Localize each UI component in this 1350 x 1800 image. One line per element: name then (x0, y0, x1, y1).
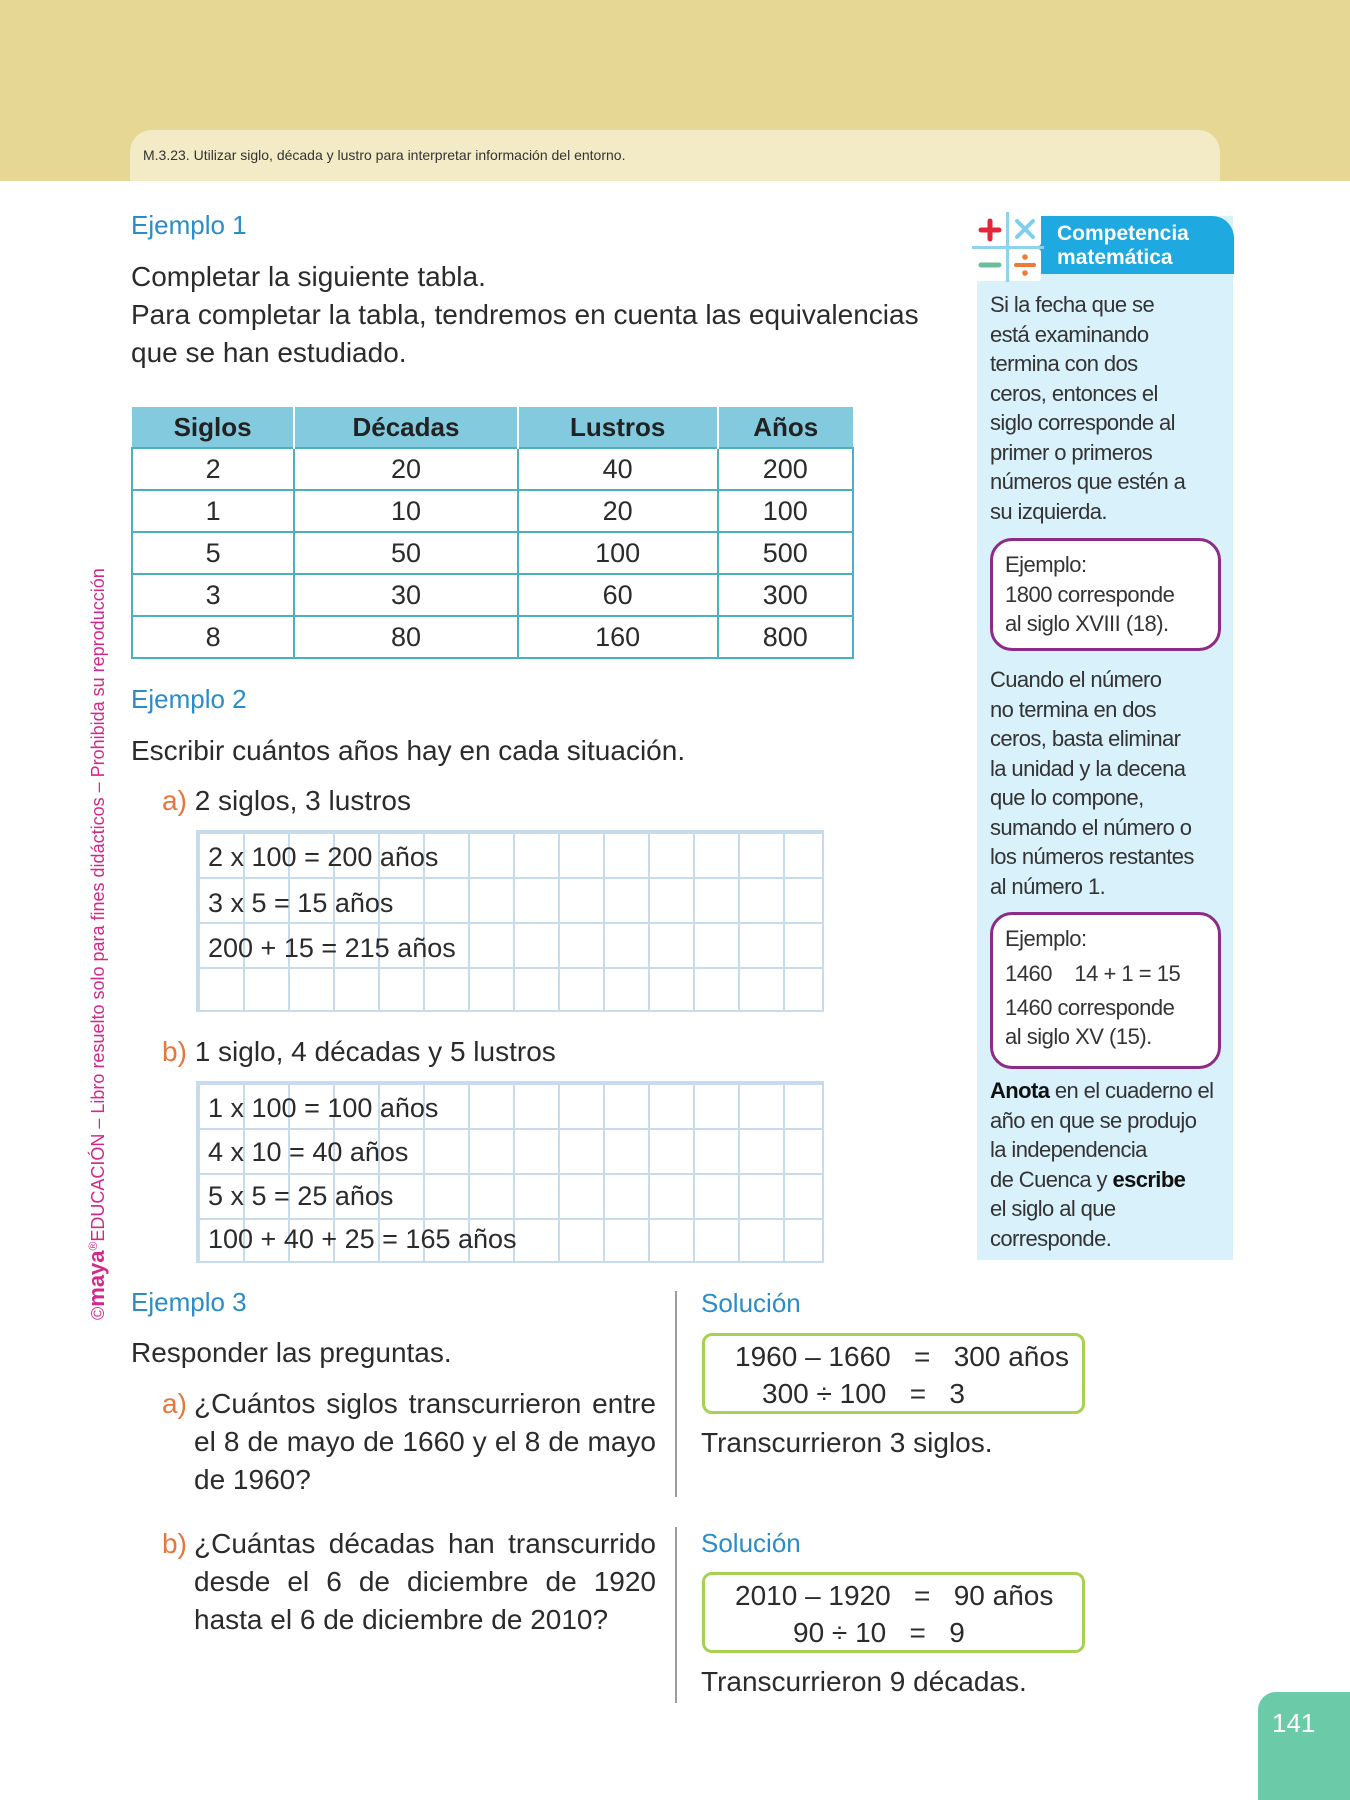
example3-b-question (194, 1525, 656, 1639)
example-label: Ejemplo: (1005, 926, 1087, 951)
skill-objective-text: M.3.23. Utilizar siglo, década y lustro para interpretar información del entorno. (143, 147, 626, 163)
table-cell: 1 (132, 490, 294, 532)
column-divider (675, 1527, 677, 1703)
example-line: 1460 14 + 1 = 15 (1005, 961, 1181, 986)
table-cell: 160 (518, 616, 718, 658)
example2-a-text: 2 siglos, 3 lustros (194, 785, 412, 816)
sidebar-line: corresponde. (990, 1225, 1112, 1251)
sidebar-line: año en que se produjo (990, 1107, 1197, 1133)
table-cell: 20 (518, 490, 718, 532)
example-line: 1460 corresponde (1005, 995, 1175, 1020)
task-verb-anota: Anota (990, 1078, 1050, 1103)
work-grid-a (196, 830, 824, 1012)
table-cell: 100 (518, 532, 718, 574)
table-row (132, 532, 853, 574)
header-anos: Años (718, 407, 853, 448)
example-label: Ejemplo: (1005, 552, 1087, 577)
table-cell: 800 (718, 616, 853, 658)
sidebar-line: termina con dos (990, 351, 1138, 376)
example3-a-letter-wrap (162, 1385, 187, 1423)
sidebar-title-line1: Competencia (1057, 222, 1189, 245)
task-text: en el cuaderno el (1049, 1078, 1214, 1103)
credit-text: EDUCACIÓN – Libro resuelto solo para fines didácticos – Prohibida su reproducción (88, 568, 108, 1242)
table-cell: 200 (718, 448, 853, 490)
question-line: el 8 de mayo de 1660 y el 8 de mayo (194, 1426, 656, 1457)
work-line: 100 + 40 + 25 = 165 años (208, 1224, 517, 1254)
header-siglos: Siglos (132, 407, 294, 448)
example3-a-question (194, 1385, 656, 1499)
example2-b-text: 1 siglo, 4 décadas y 5 lustros (194, 1036, 556, 1067)
solution-a-eq1: 1960 – 1660 = 300 años (735, 1341, 1069, 1372)
table-cell: 10 (294, 490, 518, 532)
example-line: 1800 corresponde (1005, 582, 1175, 607)
solution-b-answer: Transcurrieron 9 décadas. (701, 1666, 1027, 1697)
table-cell: 30 (294, 574, 518, 616)
sidebar-title-line2: matemática (1057, 246, 1173, 269)
brand-logo: maya (84, 1250, 109, 1307)
table-cell: 5 (132, 532, 294, 574)
table-cell: 300 (718, 574, 853, 616)
skill-objective-tab (130, 130, 1220, 181)
sidebar-line: Si la fecha que se (990, 292, 1155, 317)
work-line: 2 x 100 = 200 años (208, 842, 439, 872)
header-decadas: Décadas (294, 407, 518, 448)
sidebar-line: primer o primeros (990, 439, 1153, 465)
table-cell: 40 (518, 448, 718, 490)
sidebar-header (1032, 216, 1234, 274)
table-row (132, 448, 853, 490)
table-row (132, 574, 853, 616)
item-letter-a: a) (162, 1388, 187, 1419)
solution-b-eq2: 90 ÷ 10 = 9 (793, 1617, 965, 1648)
sidebar-line: números que estén a (990, 469, 1186, 494)
example-line: al siglo XV (15). (1005, 1024, 1152, 1049)
task-verb-escribe: escribe (1112, 1166, 1186, 1192)
table-cell: 80 (294, 616, 518, 658)
sidebar-example-box-1 (990, 538, 1221, 651)
sidebar-line: ceros, basta eliminar (990, 726, 1181, 751)
table-cell: 500 (718, 532, 853, 574)
sidebar-line (990, 1165, 1213, 1195)
solution-b-eq1: 2010 – 1920 = 90 años (735, 1580, 1054, 1611)
table-row (132, 616, 853, 658)
sidebar-line: al número 1. (990, 873, 1106, 899)
page-number-tab (1258, 1692, 1350, 1800)
work-line: 1 x 100 = 100 años (208, 1093, 439, 1123)
sidebar-line: siglo corresponde al (990, 410, 1175, 435)
example1-title: Ejemplo 1 (131, 210, 247, 240)
solution-a-eq2: 300 ÷ 100 = 3 (762, 1378, 965, 1409)
solution-a-box (702, 1333, 1085, 1414)
sidebar-line: la unidad y la decena (990, 755, 1186, 781)
work-grid-b (196, 1081, 824, 1263)
example3-title: Ejemplo 3 (131, 1287, 247, 1317)
equivalence-table (131, 407, 854, 659)
sidebar-line (990, 1076, 1213, 1106)
table-cell: 50 (294, 532, 518, 574)
table-row (132, 490, 853, 532)
example2-title: Ejemplo 2 (131, 684, 247, 714)
item-letter-a: a) (162, 785, 187, 816)
work-line: 4 x 10 = 40 años (208, 1137, 409, 1167)
column-divider (675, 1291, 677, 1497)
question-line: de 1960? (194, 1464, 311, 1495)
example1-instruction-3: que se han estudiado. (131, 337, 407, 368)
sidebar-task (990, 1076, 1213, 1253)
example3-instruction: Responder las preguntas. (131, 1337, 452, 1368)
table-cell: 100 (718, 490, 853, 532)
table-cell: 3 (132, 574, 294, 616)
question-line: ¿Cuántos siglos transcurrieron entre (194, 1388, 656, 1419)
item-letter-b: b) (162, 1528, 187, 1559)
header-lustros: Lustros (518, 407, 718, 448)
sidebar-line: Cuando el número (990, 667, 1162, 692)
table-cell: 2 (132, 448, 294, 490)
registered-symbol: ® (86, 1241, 100, 1251)
copyright-symbol: © (88, 1306, 108, 1320)
sidebar-line: no termina en dos (990, 696, 1156, 722)
sidebar-paragraph-1 (990, 290, 1185, 526)
solution-a-title: Solución (701, 1288, 801, 1318)
work-line: 200 + 15 = 215 años (208, 933, 456, 963)
solution-a-answer: Transcurrieron 3 siglos. (701, 1427, 993, 1458)
sidebar-line: ceros, entonces el (990, 380, 1158, 406)
sidebar-title (1057, 222, 1189, 270)
table-cell: 60 (518, 574, 718, 616)
solution-b-title: Solución (701, 1528, 801, 1558)
sidebar-example-box-2 (990, 912, 1221, 1069)
table-cell: 8 (132, 616, 294, 658)
table-header-row (132, 407, 853, 448)
example1-instruction-1: Completar la siguiente tabla. (131, 261, 486, 292)
math-operations-icon (972, 212, 1044, 282)
example-line: al siglo XVIII (18). (1005, 611, 1169, 636)
sidebar-line: la independencia (990, 1137, 1147, 1162)
sidebar-line: su izquierda. (990, 498, 1107, 524)
page-number: 141 (1272, 1708, 1316, 1738)
work-line: 3 x 5 = 15 años (208, 888, 394, 918)
sidebar-paragraph-2 (990, 665, 1194, 901)
example2-b-prompt (162, 1033, 556, 1071)
sidebar-line: el siglo al que (990, 1196, 1116, 1221)
task-text: de Cuenca y (990, 1166, 1113, 1192)
sidebar-line: está examinando (990, 321, 1149, 347)
question-line: desde el 6 de diciembre de 1920 (194, 1566, 656, 1597)
question-line: ¿Cuántas décadas han transcurrido (194, 1528, 656, 1559)
table-cell: 20 (294, 448, 518, 490)
sidebar-line: que lo compone, (990, 785, 1144, 810)
item-letter-b: b) (162, 1036, 187, 1067)
example3-b-letter-wrap (162, 1525, 187, 1563)
question-line: hasta el 6 de diciembre de 2010? (194, 1604, 609, 1635)
example2-instruction: Escribir cuántos años hay en cada situación. (131, 735, 686, 766)
solution-b-box (702, 1572, 1085, 1653)
sidebar-line: los números restantes (990, 844, 1194, 869)
work-line: 5 x 5 = 25 años (208, 1181, 394, 1211)
example2-a-prompt (162, 782, 411, 820)
side-credit (84, 568, 110, 1320)
example1-instruction-2: Para completar la tabla, tendremos en cuenta las equivalencias (131, 299, 919, 330)
sidebar-line: sumando el número o (990, 814, 1192, 840)
